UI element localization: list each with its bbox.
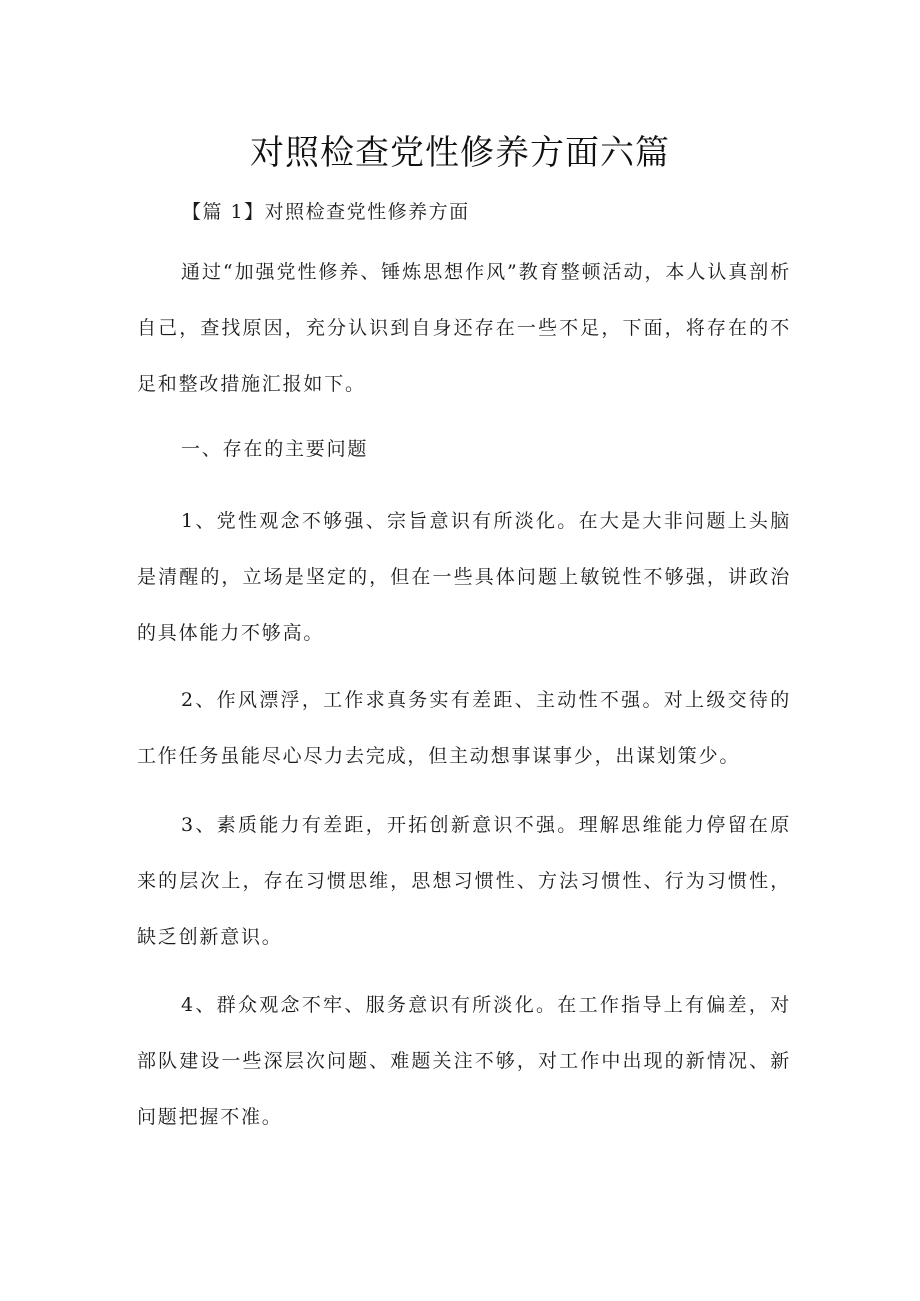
problem-item-3: 3、素质能力有差距，开拓创新意识不强。理解思维能力停留在原来的层次上，存在习惯思维，思想习惯性、方法习惯性、行为习惯性，缺乏创新意识。: [137, 814, 791, 948]
section-heading: 【篇 1】对照检查党性修养方面: [182, 201, 470, 223]
document-title: 对照检查党性修养方面六篇: [250, 133, 670, 173]
subsection-heading-main-problems: 一、存在的主要问题: [181, 438, 369, 460]
intro-paragraph: 通过“加强党性修养、锤炼思想作风”教育整顿活动，本人认真剖析自己，查找原因，充分认识到自身还存在一些不足，下面，将存在的不足和整改措施汇报如下。: [137, 261, 791, 395]
problem-item-4: 4、群众观念不牢、服务意识有所淡化。在工作指导上有偏差，对部队建设一些深层次问题、难题关注不够，对工作中出现的新情况、新问题把握不准。: [137, 994, 791, 1128]
problem-item-2: 2、作风漂浮，工作求真务实有差距、主动性不强。对上级交待的工作任务虽能尽心尽力去完成，但主动想事谋事少，出谋划策少。: [137, 689, 791, 767]
problem-item-1: 1、党性观念不够强、宗旨意识有所淡化。在大是大非问题上头脑是清醒的，立场是坚定的，但在一些具体问题上敏锐性不够强，讲政治的具体能力不够高。: [137, 510, 791, 644]
